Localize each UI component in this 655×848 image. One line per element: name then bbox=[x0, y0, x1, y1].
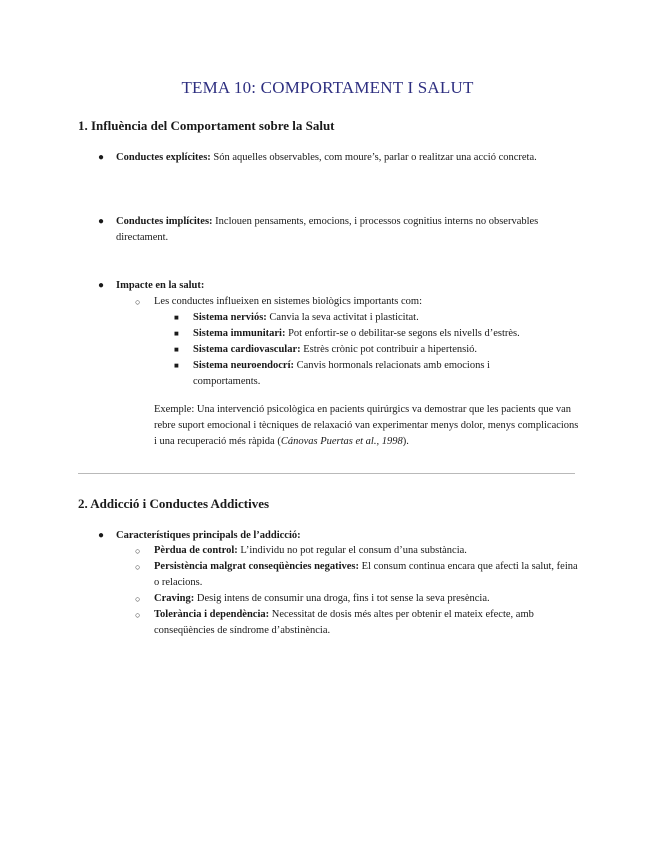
addiction-item-label: Persistència malgrat conseqüències negatives: bbox=[154, 561, 360, 572]
circle-bullet-icon: ○ bbox=[135, 546, 141, 556]
system-item bbox=[174, 310, 583, 326]
impact-intro-item bbox=[135, 294, 584, 310]
circle-bullet-icon: ○ bbox=[135, 610, 141, 620]
square-bullet-icon: ■ bbox=[174, 313, 179, 322]
square-bullet-icon: ■ bbox=[174, 361, 179, 370]
bullet-addiction-characteristics bbox=[98, 528, 586, 544]
example-text: Exemple: Una intervenció psicològica en pacients quirúrgics va demostrar que les pacients que van rebre suport emocional i tècniques de relaxació van experimentar menys dolor, menys complicacions i una recuperació més ràpida ( bbox=[154, 404, 579, 447]
system-item bbox=[174, 358, 533, 390]
addiction-item-label: Pèrdua de control: bbox=[154, 545, 238, 556]
addiction-item bbox=[135, 607, 584, 639]
addiction-main-label: Característiques principals de l’addicció: bbox=[116, 530, 301, 541]
system-label: Sistema immunitari: bbox=[193, 328, 286, 339]
addiction-item-text: Necessitat de dosis més altes per obtenir el mateix efecte, amb conseqüències de síndrome d’abstinència. bbox=[154, 609, 534, 636]
system-label: Sistema neuroendocrí: bbox=[193, 360, 295, 371]
example-citation: Cánovas Puertas et al., 1998 bbox=[280, 436, 403, 447]
addiction-item bbox=[135, 591, 584, 607]
bullet-explicit-conduct bbox=[98, 150, 586, 166]
system-item bbox=[174, 326, 583, 342]
addiction-item-label: Tolerància i dependència: bbox=[154, 609, 270, 620]
square-bullet-icon: ■ bbox=[174, 345, 179, 354]
explicit-label: Conductes explícites: bbox=[116, 152, 211, 163]
impact-intro-text: Les conductes influeixen en sistemes biològics importants com: bbox=[154, 296, 422, 307]
bullet-dot-icon: ● bbox=[98, 530, 105, 541]
circle-bullet-icon: ○ bbox=[135, 562, 141, 572]
bullet-implicit-conduct bbox=[98, 214, 586, 246]
addiction-item bbox=[135, 543, 584, 559]
system-label: Sistema nerviós: bbox=[193, 312, 267, 323]
circle-bullet-icon: ○ bbox=[135, 594, 141, 604]
bullet-health-impact bbox=[98, 278, 586, 294]
section-2-heading: 2. Addicció i Conductes Addictives bbox=[78, 496, 270, 511]
square-bullet-icon: ■ bbox=[174, 329, 179, 338]
bullet-dot-icon: ● bbox=[98, 280, 105, 291]
bullet-dot-icon: ● bbox=[98, 216, 105, 227]
addiction-item-text: El consum continua encara que afecti la salut, feina o relacions. bbox=[154, 561, 578, 588]
addiction-item bbox=[135, 559, 584, 591]
circle-bullet-icon: ○ bbox=[135, 297, 141, 307]
implicit-label: Conductes implícites: bbox=[116, 216, 213, 227]
addiction-item-text: Desig intens de consumir una droga, fins i tot sense la seva presència. bbox=[194, 593, 490, 604]
system-text: Pot enfortir-se o debilitar-se segons els nivells d’estrès. bbox=[285, 328, 520, 339]
addiction-item-label: Craving: bbox=[154, 593, 195, 604]
system-text: Estrès crònic pot contribuir a hipertensió. bbox=[300, 344, 478, 355]
explicit-text: Són aquelles observables, com moure’s, parlar o realitzar una acció concreta. bbox=[210, 152, 537, 163]
system-text: Canvis hormonals relacionats amb emocions i comportaments. bbox=[193, 360, 490, 387]
system-label: Sistema cardiovascular: bbox=[193, 344, 301, 355]
section-1-heading: 1. Influència del Comportament sobre la Salut bbox=[78, 118, 335, 133]
addiction-item-text: L’individu no pot regular el consum d’una substància. bbox=[237, 545, 467, 556]
section-divider bbox=[78, 473, 575, 474]
system-item bbox=[174, 342, 583, 358]
example-paragraph bbox=[154, 402, 582, 450]
bullet-dot-icon: ● bbox=[98, 152, 105, 163]
implicit-text: Inclouen pensaments, emocions, i processos cognitius interns no observables directament. bbox=[116, 216, 539, 243]
impact-label: Impacte en la salut: bbox=[116, 280, 205, 291]
page-title: TEMA 10: COMPORTAMENT I SALUT bbox=[181, 78, 474, 97]
system-text: Canvia la seva activitat i plasticitat. bbox=[266, 312, 419, 323]
example-end: ). bbox=[402, 436, 409, 447]
